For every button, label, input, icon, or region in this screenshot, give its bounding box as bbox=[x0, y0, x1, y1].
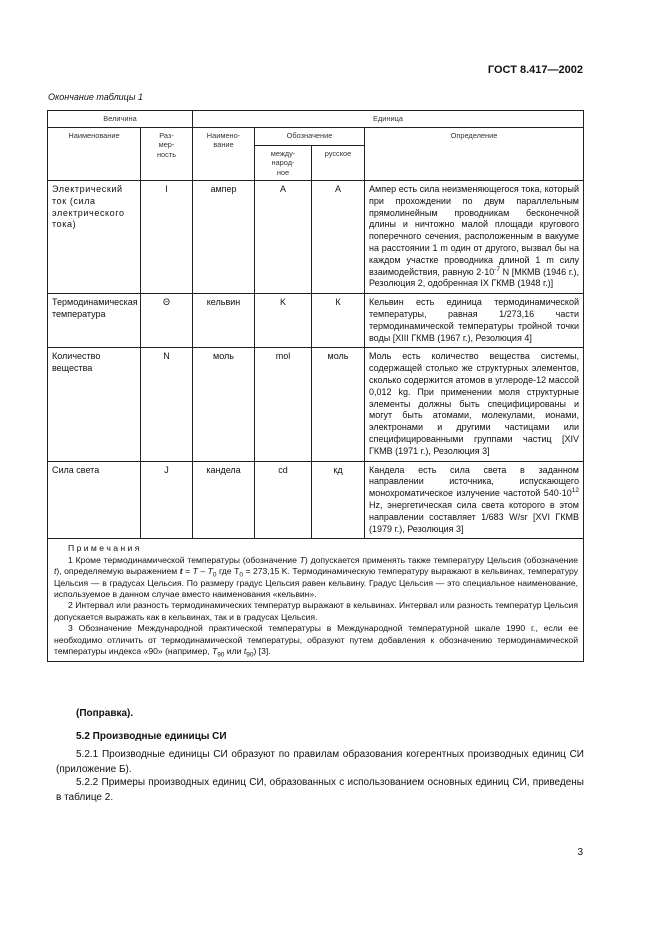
paragraph-5-2-1: 5.2.1 Производные единицы СИ образуют по правилам образования когерентных производных единиц СИ (приложение Б). bbox=[56, 749, 584, 775]
note-symbol: t bbox=[54, 566, 57, 577]
symbol-russian: А bbox=[312, 181, 365, 294]
formula-op: – bbox=[197, 566, 208, 577]
header-name: Наименование bbox=[48, 127, 141, 181]
header-designation: Обозначение bbox=[255, 127, 365, 145]
symbol-russian: К bbox=[312, 294, 365, 348]
note-subscript: 90 bbox=[246, 651, 254, 659]
note-symbol: t bbox=[243, 645, 247, 656]
table-caption: Окончание таблицы 1 bbox=[48, 92, 143, 102]
note-symbol: T bbox=[299, 554, 305, 565]
header-row-1 bbox=[48, 111, 584, 128]
note-subscript: 90 bbox=[217, 651, 225, 659]
note-text: 1 Кроме термодинамической температуры (обозначение bbox=[68, 554, 300, 565]
header-quantity: Величина bbox=[48, 111, 193, 128]
header-row-2 bbox=[48, 127, 584, 145]
formula-subscript: 0 bbox=[212, 571, 217, 579]
formula-subscript: 0 bbox=[239, 571, 243, 579]
quantity-dimension: N bbox=[141, 348, 193, 461]
formula-symbol: T bbox=[192, 566, 198, 577]
units-table bbox=[47, 110, 584, 662]
unit-definition: Моль есть количество вещества системы, содержащей столько же структурных элементов, сколько содержится атомов в углероде-12 массой 0,012 kg. При применении моля структурные элементы должны быть специфицированы и могут быть атомами, молекулами, ионами, электронами и другими частицами или специфицированными группами частиц [XIV ГКМВ (1971 г.), Резолюция 3] bbox=[365, 348, 584, 461]
unit-name: кельвин bbox=[193, 294, 255, 348]
definition-text-tail: Hz, энергетическая сила света которого в этом направлении составляет 1/683 W/sr [XVI ГКМВ (1979 г.), Резолюция 3] bbox=[369, 499, 579, 534]
quantity-dimension: I bbox=[141, 181, 193, 294]
notes-row bbox=[48, 539, 584, 662]
page-number: 3 bbox=[577, 847, 583, 858]
note-text: 3 Обозначение Международной практической температуры в Международной температурной шкале 1990 г., если ее необходимо отличить от термодинамической температуры, образуют путем добавления к обозначению термодинамической температуры индекса «90» (например, bbox=[54, 623, 578, 656]
header-russian: русское bbox=[312, 145, 365, 181]
symbol-international: A bbox=[255, 181, 312, 294]
definition-text: Кандела есть сила света в заданном направлении источника, испускающего монохроматическое излучение частотой 540·10 bbox=[369, 464, 579, 499]
definition-exponent: 12 bbox=[571, 487, 579, 495]
symbol-international: K bbox=[255, 294, 312, 348]
symbol-international: mol bbox=[255, 348, 312, 461]
document-standard-id: ГОСТ 8.417—2002 bbox=[487, 64, 583, 76]
definition-exponent: -7 bbox=[494, 265, 501, 273]
unit-definition bbox=[365, 181, 584, 294]
table-notes bbox=[48, 539, 584, 662]
note-text: = 273,15 K. Термодинамическую температуру выражают в кельвинах, температуру Цельсия — в градусах Цельсия. По размеру градус Цельсия равен кельвину. Градус Цельсия — это специальное наименование, используемое в данном случае вместо наименования «кельвин». bbox=[54, 566, 578, 599]
paragraph-5-2-2: 5.2.2 Примеры производных единиц СИ, образованных с использованием основных единиц СИ, приведены в таблице 2. bbox=[56, 777, 584, 803]
quantity-name: Количество вещества bbox=[48, 348, 141, 461]
note-text: где T bbox=[216, 566, 240, 577]
unit-name: кандела bbox=[193, 461, 255, 539]
quantity-name: Сила света bbox=[48, 461, 141, 539]
header-international: между- народ- ное bbox=[255, 145, 312, 181]
quantity-dimension: Θ bbox=[141, 294, 193, 348]
table-row bbox=[48, 294, 584, 348]
definition-text: Ампер есть сила неизменяющегося тока, который при прохождении по двум параллельным прямолинейным проводникам бесконечной длины и ничтожно малой площади кругового поперечного сечения, расположенным в вакууме на расстоянии 1 m один от другого, вызвал бы на каждом участке проводника длиной 1 m силу взаимодействия, равную 2·10 bbox=[369, 184, 579, 277]
note-3 bbox=[54, 623, 578, 657]
table-row bbox=[48, 181, 584, 294]
section-heading: 5.2 Производные единицы СИ bbox=[76, 731, 227, 742]
symbol-russian: моль bbox=[312, 348, 365, 461]
formula-symbol: T bbox=[207, 566, 213, 577]
unit-name: ампер bbox=[193, 181, 255, 294]
quantity-name: Термодинамическая температура bbox=[48, 294, 141, 348]
unit-definition: Кельвин есть единица термодинамической температуры, равная 1/273,16 части термодинамической температуры тройной точки воды [XIII ГКМВ (1967 г.), Резолюция 4] bbox=[365, 294, 584, 348]
note-text: ) допускается применять также температуру Цельсия (обозначение bbox=[304, 554, 579, 565]
table-row bbox=[48, 348, 584, 461]
note-symbol: T bbox=[211, 645, 218, 656]
header-unit-name: Наимено- вание bbox=[193, 127, 255, 181]
header-definition: Определение bbox=[365, 127, 584, 181]
note-text: ) [3]. bbox=[253, 645, 271, 656]
symbol-international: cd bbox=[255, 461, 312, 539]
symbol-russian: кд bbox=[312, 461, 365, 539]
amendment-note: (Поправка). bbox=[76, 708, 134, 719]
unit-name: моль bbox=[193, 348, 255, 461]
header-dimension: Раз- мер- ность bbox=[141, 127, 193, 181]
quantity-dimension: J bbox=[141, 461, 193, 539]
definition-text-tail: N [МКМВ (1946 г.), Резолюция 2, одобренная IX ГКМВ (1948 г.)] bbox=[369, 266, 579, 289]
note-text: или bbox=[224, 645, 244, 656]
formula-symbol: t bbox=[179, 566, 183, 577]
unit-definition bbox=[365, 461, 584, 539]
note-1 bbox=[54, 555, 578, 601]
quantity-name: Электрический ток (сила электрического тока) bbox=[48, 181, 141, 294]
formula-op: = bbox=[182, 566, 193, 577]
note-text: ), определяемую выражением bbox=[56, 566, 180, 577]
note-2: 2 Интервал или разность термодинамических температур выражают в кельвинах. Интервал или разность температур Цельсия допускается выражать как в кельвинах, так и в градусах Цельсия. bbox=[54, 600, 578, 622]
header-unit: Единица bbox=[193, 111, 584, 128]
table-row bbox=[48, 461, 584, 539]
notes-title: П р и м е ч а н и я bbox=[68, 543, 140, 554]
